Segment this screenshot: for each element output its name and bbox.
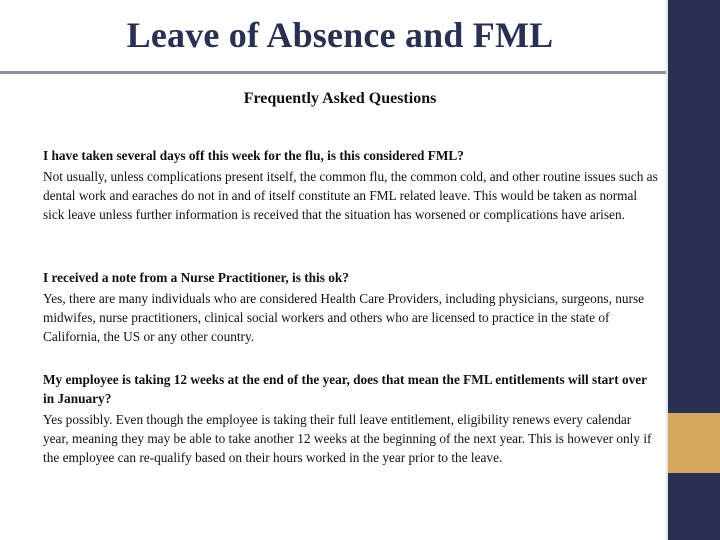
faq-answer: Yes, there are many individuals who are considered Health Care Providers, including physicians, surgeons, nurse midwifes, nurse practitioners, clinical social workers and others who are licensed to practice in the state of California, the US or any other country. xyxy=(43,291,645,344)
faq-question: I have taken several days off this week for the flu, is this considered FML? xyxy=(43,148,464,163)
faq-item xyxy=(43,146,658,224)
faq-item xyxy=(43,268,658,346)
slide-subtitle: Frequently Asked Questions xyxy=(243,90,437,107)
faq-answer: Not usually, unless complications present itself, the common flu, the common cold, and other routine issues such as dental work and earaches do not in and of itself constitute an FML related leave. This would be taken as normal sick leave unless further information is received that the situation has worsened or complications have arisen. xyxy=(43,169,658,222)
slide-title: Leave of Absence and FML xyxy=(126,15,554,55)
faq-answer: Yes possibly. Even though the employee is taking their full leave entitlement, eligibility renews every calendar year, meaning they may be able to take another 12 weeks at the beginning of the next year. This is however only if the employee can re-qualify based on their hours worked in the year prior to the leave. xyxy=(43,412,652,465)
faq-item xyxy=(43,370,658,467)
title-divider xyxy=(0,71,720,74)
faq-question: My employee is taking 12 weeks at the end of the year, does that mean the FML entitlements will start over in January? xyxy=(43,372,647,406)
side-bar-gold-accent xyxy=(668,413,720,473)
side-bar-navy-bottom xyxy=(668,473,720,540)
side-bar-navy xyxy=(668,0,720,413)
faq-question: I received a note from a Nurse Practitioner, is this ok? xyxy=(43,270,349,285)
